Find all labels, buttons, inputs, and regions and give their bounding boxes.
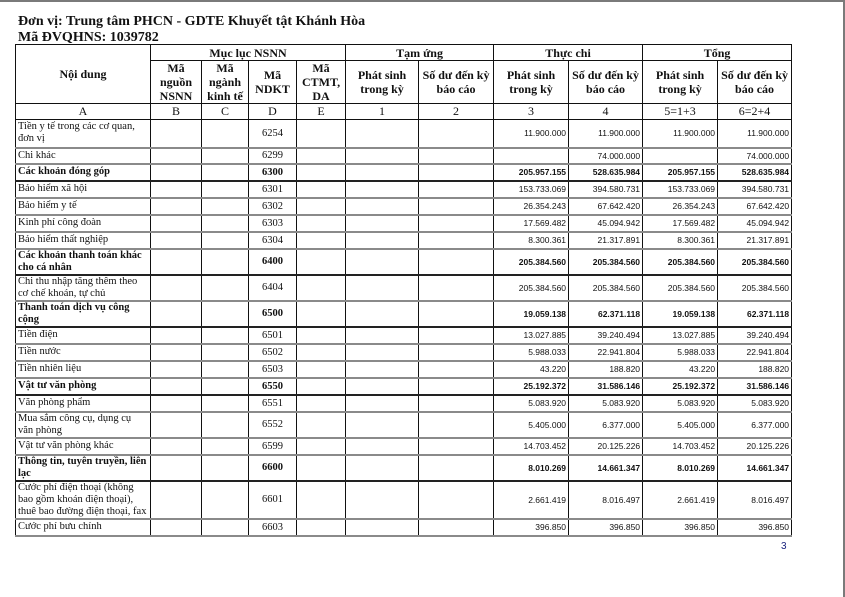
sector-code-cell xyxy=(202,215,249,232)
header-advance-balance: Số dư đến kỳ báo cáo xyxy=(419,61,494,104)
advance-balance-cell xyxy=(419,438,494,455)
advance-period-cell xyxy=(346,275,419,301)
sector-code-cell xyxy=(202,412,249,438)
program-code-cell xyxy=(297,344,346,361)
advance-balance-cell xyxy=(419,232,494,249)
header-ndkt-code: Mã NDKT xyxy=(249,61,297,104)
source-code-cell xyxy=(151,455,202,481)
sector-code-cell xyxy=(202,198,249,215)
advance-balance-cell xyxy=(419,344,494,361)
header-source-code: Mã nguồn NSNN xyxy=(151,61,202,104)
row-description: Bảo hiểm thất nghiệp xyxy=(16,232,151,249)
table-row xyxy=(16,361,792,378)
actual-period-cell: 14.703.452 xyxy=(494,438,569,455)
row-description: Tiền nước xyxy=(16,344,151,361)
total-period-cell: 17.569.482 xyxy=(643,215,718,232)
ndkt-code-cell: 6404 xyxy=(249,275,297,301)
advance-period-cell xyxy=(346,181,419,198)
row-description: Bảo hiểm xã hội xyxy=(16,181,151,198)
header-total: Tổng xyxy=(643,45,792,61)
source-code-cell xyxy=(151,378,202,395)
source-code-cell xyxy=(151,438,202,455)
total-period-cell: 19.059.138 xyxy=(643,301,718,327)
header-advance: Tạm ứng xyxy=(346,45,494,61)
program-code-cell xyxy=(297,519,346,536)
sector-code-cell xyxy=(202,249,249,275)
program-code-cell xyxy=(297,455,346,481)
row-description: Vật tư văn phòng xyxy=(16,378,151,395)
actual-period-cell: 43.220 xyxy=(494,361,569,378)
total-balance-cell: 21.317.891 xyxy=(718,232,792,249)
col-index: 1 xyxy=(346,104,419,120)
total-balance-cell: 205.384.560 xyxy=(718,249,792,275)
program-code-cell xyxy=(297,120,346,148)
row-description: Vật tư văn phòng khác xyxy=(16,438,151,455)
row-description: Tiền y tế trong các cơ quan, đơn vị xyxy=(16,120,151,148)
header-total-balance: Số dư đến kỳ báo cáo xyxy=(718,61,792,104)
source-code-cell xyxy=(151,519,202,536)
advance-balance-cell xyxy=(419,455,494,481)
sector-code-cell xyxy=(202,275,249,301)
row-description: Tiền điện xyxy=(16,327,151,344)
total-period-cell: 14.703.452 xyxy=(643,438,718,455)
table-row xyxy=(16,301,792,327)
actual-balance-cell: 6.377.000 xyxy=(569,412,643,438)
budget-report-table xyxy=(15,44,792,537)
table-row xyxy=(16,395,792,412)
sector-code-cell xyxy=(202,361,249,378)
total-balance-cell: 62.371.118 xyxy=(718,301,792,327)
row-description: Kinh phí công đoàn xyxy=(16,215,151,232)
advance-balance-cell xyxy=(419,275,494,301)
ndkt-code-cell: 6603 xyxy=(249,519,297,536)
ndkt-code-cell: 6552 xyxy=(249,412,297,438)
total-balance-cell: 205.384.560 xyxy=(718,275,792,301)
actual-period-cell xyxy=(494,148,569,164)
actual-balance-cell: 205.384.560 xyxy=(569,249,643,275)
header-program-code: Mã CTMT, DA xyxy=(297,61,346,104)
actual-period-cell: 205.957.155 xyxy=(494,164,569,181)
table-row xyxy=(16,438,792,455)
total-balance-cell: 31.586.146 xyxy=(718,378,792,395)
advance-balance-cell xyxy=(419,395,494,412)
advance-period-cell xyxy=(346,378,419,395)
sector-code-cell xyxy=(202,378,249,395)
advance-period-cell xyxy=(346,455,419,481)
row-description: Các khoản thanh toán khác cho cá nhân xyxy=(16,249,151,275)
col-index: 2 xyxy=(419,104,494,120)
row-description: Mua sắm công cụ, dụng cụ văn phòng xyxy=(16,412,151,438)
header-actual: Thực chi xyxy=(494,45,643,61)
ndkt-code-cell: 6302 xyxy=(249,198,297,215)
total-balance-cell: 6.377.000 xyxy=(718,412,792,438)
program-code-cell xyxy=(297,198,346,215)
total-balance-cell: 45.094.942 xyxy=(718,215,792,232)
total-period-cell: 205.384.560 xyxy=(643,275,718,301)
table-row xyxy=(16,148,792,164)
advance-balance-cell xyxy=(419,164,494,181)
advance-period-cell xyxy=(346,215,419,232)
total-balance-cell: 396.850 xyxy=(718,519,792,536)
ndkt-code-cell: 6600 xyxy=(249,455,297,481)
total-period-cell: 8.010.269 xyxy=(643,455,718,481)
program-code-cell xyxy=(297,378,346,395)
total-period-cell xyxy=(643,148,718,164)
actual-balance-cell: 22.941.804 xyxy=(569,344,643,361)
total-balance-cell: 5.083.920 xyxy=(718,395,792,412)
col-index: 3 xyxy=(494,104,569,120)
row-description: Chi khác xyxy=(16,148,151,164)
total-period-cell: 25.192.372 xyxy=(643,378,718,395)
source-code-cell xyxy=(151,181,202,198)
ndkt-code-cell: 6400 xyxy=(249,249,297,275)
program-code-cell xyxy=(297,412,346,438)
row-description: Các khoản đóng góp xyxy=(16,164,151,181)
page-frame-top xyxy=(0,0,845,2)
total-balance-cell: 67.642.420 xyxy=(718,198,792,215)
actual-period-cell: 153.733.069 xyxy=(494,181,569,198)
source-code-cell xyxy=(151,275,202,301)
actual-balance-cell: 11.900.000 xyxy=(569,120,643,148)
source-code-cell xyxy=(151,301,202,327)
table-row xyxy=(16,275,792,301)
total-period-cell: 205.384.560 xyxy=(643,249,718,275)
program-code-cell xyxy=(297,481,346,519)
sector-code-cell xyxy=(202,519,249,536)
ndkt-code-cell: 6300 xyxy=(249,164,297,181)
table-row xyxy=(16,378,792,395)
program-code-cell xyxy=(297,438,346,455)
actual-balance-cell: 396.850 xyxy=(569,519,643,536)
advance-period-cell xyxy=(346,361,419,378)
table-row xyxy=(16,120,792,148)
advance-period-cell xyxy=(346,327,419,344)
table-row xyxy=(16,232,792,249)
ndkt-code-cell: 6550 xyxy=(249,378,297,395)
actual-period-cell: 5.405.000 xyxy=(494,412,569,438)
table-row xyxy=(16,198,792,215)
actual-balance-cell: 21.317.891 xyxy=(569,232,643,249)
total-period-cell: 8.300.361 xyxy=(643,232,718,249)
actual-period-cell: 205.384.560 xyxy=(494,249,569,275)
source-code-cell xyxy=(151,249,202,275)
advance-balance-cell xyxy=(419,301,494,327)
actual-balance-cell: 5.083.920 xyxy=(569,395,643,412)
total-balance-cell: 20.125.226 xyxy=(718,438,792,455)
advance-period-cell xyxy=(346,148,419,164)
actual-balance-cell: 205.384.560 xyxy=(569,275,643,301)
advance-period-cell xyxy=(346,232,419,249)
actual-balance-cell: 31.586.146 xyxy=(569,378,643,395)
advance-period-cell xyxy=(346,438,419,455)
header-total-period: Phát sinh trong kỳ xyxy=(643,61,718,104)
sector-code-cell xyxy=(202,395,249,412)
source-code-cell xyxy=(151,232,202,249)
total-period-cell: 396.850 xyxy=(643,519,718,536)
sector-code-cell xyxy=(202,481,249,519)
col-index: C xyxy=(202,104,249,120)
col-index: D xyxy=(249,104,297,120)
actual-balance-cell: 8.016.497 xyxy=(569,481,643,519)
table-row xyxy=(16,455,792,481)
program-code-cell xyxy=(297,181,346,198)
ndkt-code-cell: 6303 xyxy=(249,215,297,232)
row-description: Văn phòng phẩm xyxy=(16,395,151,412)
actual-period-cell: 11.900.000 xyxy=(494,120,569,148)
actual-balance-cell: 39.240.494 xyxy=(569,327,643,344)
ndkt-code-cell: 6299 xyxy=(249,148,297,164)
actual-period-cell: 19.059.138 xyxy=(494,301,569,327)
source-code-cell xyxy=(151,215,202,232)
actual-balance-cell: 74.000.000 xyxy=(569,148,643,164)
advance-period-cell xyxy=(346,164,419,181)
ndkt-code-cell: 6599 xyxy=(249,438,297,455)
header-budget-index: Mục lục NSNN xyxy=(151,45,346,61)
sector-code-cell xyxy=(202,148,249,164)
advance-balance-cell xyxy=(419,378,494,395)
program-code-cell xyxy=(297,301,346,327)
total-balance-cell: 394.580.731 xyxy=(718,181,792,198)
group-header-row xyxy=(16,45,792,61)
table-row xyxy=(16,249,792,275)
program-code-cell xyxy=(297,395,346,412)
sector-code-cell xyxy=(202,438,249,455)
advance-period-cell xyxy=(346,198,419,215)
advance-balance-cell xyxy=(419,519,494,536)
advance-balance-cell xyxy=(419,412,494,438)
table-row xyxy=(16,181,792,198)
source-code-cell xyxy=(151,361,202,378)
actual-period-cell: 5.083.920 xyxy=(494,395,569,412)
advance-balance-cell xyxy=(419,181,494,198)
actual-balance-cell: 62.371.118 xyxy=(569,301,643,327)
advance-period-cell xyxy=(346,249,419,275)
table-row xyxy=(16,164,792,181)
actual-balance-cell: 528.635.984 xyxy=(569,164,643,181)
row-description: Cước phí bưu chính xyxy=(16,519,151,536)
total-period-cell: 13.027.885 xyxy=(643,327,718,344)
advance-balance-cell xyxy=(419,120,494,148)
actual-period-cell: 13.027.885 xyxy=(494,327,569,344)
advance-period-cell xyxy=(346,301,419,327)
header-content: Nội dung xyxy=(16,45,151,104)
source-code-cell xyxy=(151,412,202,438)
table-row xyxy=(16,519,792,536)
table-row xyxy=(16,412,792,438)
total-period-cell: 205.957.155 xyxy=(643,164,718,181)
total-period-cell: 5.988.033 xyxy=(643,344,718,361)
total-period-cell: 5.083.920 xyxy=(643,395,718,412)
actual-period-cell: 205.384.560 xyxy=(494,275,569,301)
actual-balance-cell: 394.580.731 xyxy=(569,181,643,198)
total-balance-cell: 528.635.984 xyxy=(718,164,792,181)
advance-balance-cell xyxy=(419,481,494,519)
row-description: Bảo hiểm y tế xyxy=(16,198,151,215)
row-description: Tiền nhiên liệu xyxy=(16,361,151,378)
total-period-cell: 2.661.419 xyxy=(643,481,718,519)
table-row xyxy=(16,215,792,232)
col-index: A xyxy=(16,104,151,120)
sector-code-cell xyxy=(202,232,249,249)
sector-code-cell xyxy=(202,344,249,361)
sector-code-cell xyxy=(202,164,249,181)
actual-balance-cell: 67.642.420 xyxy=(569,198,643,215)
total-period-cell: 5.405.000 xyxy=(643,412,718,438)
col-index: B xyxy=(151,104,202,120)
advance-balance-cell xyxy=(419,327,494,344)
unit-name: Đơn vị: Trung tâm PHCN - GDTE Khuyết tật Khánh Hòa xyxy=(18,14,366,29)
ndkt-code-cell: 6301 xyxy=(249,181,297,198)
actual-period-cell: 8.010.269 xyxy=(494,455,569,481)
header-actual-balance: Số dư đến kỳ báo cáo xyxy=(569,61,643,104)
program-code-cell xyxy=(297,249,346,275)
row-description: Thông tin, tuyên truyền, liên lạc xyxy=(16,455,151,481)
advance-balance-cell xyxy=(419,249,494,275)
advance-period-cell xyxy=(346,395,419,412)
program-code-cell xyxy=(297,361,346,378)
source-code-cell xyxy=(151,395,202,412)
source-code-cell xyxy=(151,120,202,148)
source-code-cell xyxy=(151,198,202,215)
actual-balance-cell: 45.094.942 xyxy=(569,215,643,232)
total-period-cell: 153.733.069 xyxy=(643,181,718,198)
col-index: 4 xyxy=(569,104,643,120)
advance-balance-cell xyxy=(419,215,494,232)
program-code-cell xyxy=(297,215,346,232)
ndkt-code-cell: 6501 xyxy=(249,327,297,344)
actual-balance-cell: 14.661.347 xyxy=(569,455,643,481)
advance-balance-cell xyxy=(419,361,494,378)
unit-code: Mã ĐVQHNS: 1039782 xyxy=(18,30,159,45)
table-row xyxy=(16,344,792,361)
row-description: Thanh toán dịch vụ công cộng xyxy=(16,301,151,327)
source-code-cell xyxy=(151,148,202,164)
total-period-cell: 11.900.000 xyxy=(643,120,718,148)
advance-period-cell xyxy=(346,344,419,361)
row-description: Chi thu nhập tăng thêm theo cơ chế khoán, tự chủ xyxy=(16,275,151,301)
advance-period-cell xyxy=(346,120,419,148)
total-balance-cell: 22.941.804 xyxy=(718,344,792,361)
col-index: E xyxy=(297,104,346,120)
advance-period-cell xyxy=(346,412,419,438)
total-balance-cell: 74.000.000 xyxy=(718,148,792,164)
header-sector-code: Mã ngành kinh tế xyxy=(202,61,249,104)
advance-period-cell xyxy=(346,519,419,536)
ndkt-code-cell: 6503 xyxy=(249,361,297,378)
table-row xyxy=(16,481,792,519)
ndkt-code-cell: 6304 xyxy=(249,232,297,249)
sector-code-cell xyxy=(202,181,249,198)
total-balance-cell: 14.661.347 xyxy=(718,455,792,481)
program-code-cell xyxy=(297,164,346,181)
program-code-cell xyxy=(297,232,346,249)
header-actual-period: Phát sinh trong kỳ xyxy=(494,61,569,104)
total-period-cell: 26.354.243 xyxy=(643,198,718,215)
total-balance-cell: 188.820 xyxy=(718,361,792,378)
total-balance-cell: 11.900.000 xyxy=(718,120,792,148)
column-index-row xyxy=(16,104,792,120)
program-code-cell xyxy=(297,148,346,164)
row-description: Cước phí điện thoại (không bao gồm khoán điện thoại), thuê bao đường điện thoại, fax xyxy=(16,481,151,519)
actual-balance-cell: 20.125.226 xyxy=(569,438,643,455)
ndkt-code-cell: 6601 xyxy=(249,481,297,519)
source-code-cell xyxy=(151,164,202,181)
ndkt-code-cell: 6551 xyxy=(249,395,297,412)
advance-balance-cell xyxy=(419,148,494,164)
ndkt-code-cell: 6500 xyxy=(249,301,297,327)
header-advance-period: Phát sinh trong kỳ xyxy=(346,61,419,104)
program-code-cell xyxy=(297,327,346,344)
actual-period-cell: 2.661.419 xyxy=(494,481,569,519)
sector-code-cell xyxy=(202,120,249,148)
source-code-cell xyxy=(151,327,202,344)
actual-period-cell: 396.850 xyxy=(494,519,569,536)
table-row xyxy=(16,327,792,344)
col-index: 5=1+3 xyxy=(643,104,718,120)
actual-period-cell: 17.569.482 xyxy=(494,215,569,232)
sector-code-cell xyxy=(202,327,249,344)
actual-period-cell: 8.300.361 xyxy=(494,232,569,249)
total-balance-cell: 39.240.494 xyxy=(718,327,792,344)
sector-code-cell xyxy=(202,455,249,481)
ndkt-code-cell: 6254 xyxy=(249,120,297,148)
actual-balance-cell: 188.820 xyxy=(569,361,643,378)
total-balance-cell: 8.016.497 xyxy=(718,481,792,519)
actual-period-cell: 26.354.243 xyxy=(494,198,569,215)
total-period-cell: 43.220 xyxy=(643,361,718,378)
advance-period-cell xyxy=(346,481,419,519)
document-header xyxy=(18,14,365,46)
source-code-cell xyxy=(151,481,202,519)
actual-period-cell: 5.988.033 xyxy=(494,344,569,361)
sector-code-cell xyxy=(202,301,249,327)
program-code-cell xyxy=(297,275,346,301)
source-code-cell xyxy=(151,344,202,361)
page-number: 3 xyxy=(781,541,787,552)
col-index: 6=2+4 xyxy=(718,104,792,120)
ndkt-code-cell: 6502 xyxy=(249,344,297,361)
report-body xyxy=(16,120,792,536)
actual-period-cell: 25.192.372 xyxy=(494,378,569,395)
advance-balance-cell xyxy=(419,198,494,215)
